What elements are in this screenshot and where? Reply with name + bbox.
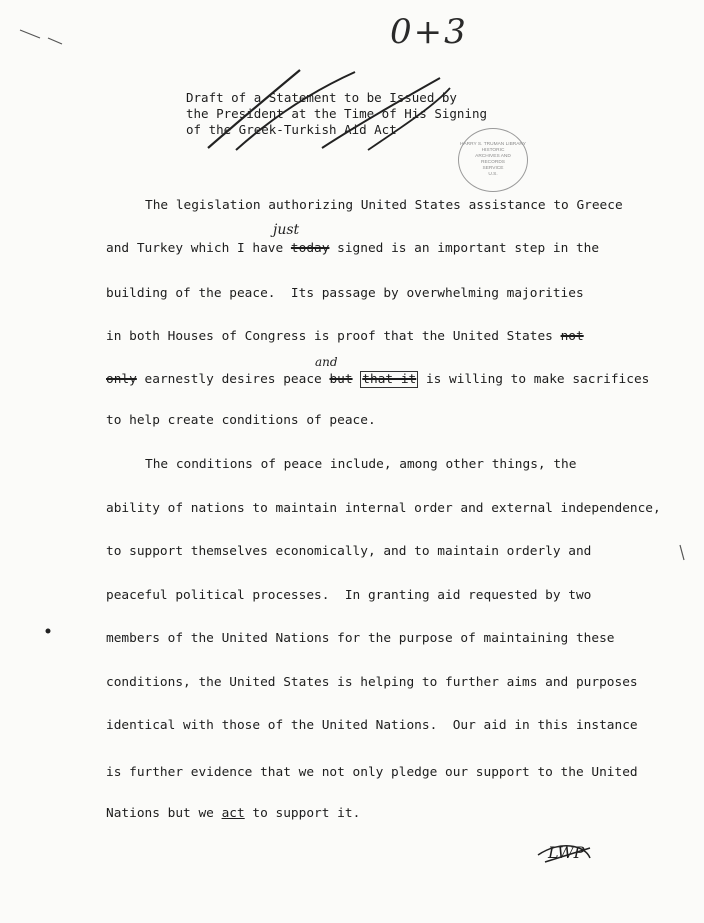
text-segment: in both Houses of Congress is proof that the United States xyxy=(106,329,561,344)
paragraph-2-line-5: members of the United Nations for the purpose of maintaining these xyxy=(106,631,615,646)
text-segment: Nations but we xyxy=(106,806,222,821)
stamp-line-6: U.S. xyxy=(488,172,498,177)
text-segment: earnestly desires peace xyxy=(136,372,330,387)
margin-dot xyxy=(46,629,51,634)
struck-word-today: today xyxy=(290,241,330,256)
heading-line-3: of the Greek-Turkish Aid Act xyxy=(186,122,397,137)
paragraph-1-line-5 xyxy=(106,372,649,387)
paragraph-2-line-1: The conditions of peace include, among other things, the xyxy=(145,457,577,472)
text-segment: signed is an important step in the xyxy=(329,241,600,256)
paragraph-1-line-3: building of the peace. Its passage by overwhelming majorities xyxy=(106,286,584,301)
boxed-struck-phrase: that it xyxy=(362,372,417,387)
document-heading xyxy=(186,90,487,138)
paragraph-2-line-3: to support themselves economically, and to maintain orderly and xyxy=(106,544,592,559)
text-segment: to support it. xyxy=(244,806,361,821)
struck-word-only: only xyxy=(106,372,137,387)
heading-line-2: the President at the Time of His Signing xyxy=(186,106,488,121)
struck-word-but: but xyxy=(329,372,353,387)
stamp-line-2: HISTORIC xyxy=(481,148,505,153)
text-segment: and Turkey which I have xyxy=(106,241,291,256)
paragraph-1-line-2 xyxy=(106,241,599,256)
struck-word-not: not xyxy=(560,329,584,344)
paragraph-2-line-9 xyxy=(106,806,360,821)
heading-line-1: Draft of a Statement to be Issued by xyxy=(186,90,457,105)
handwritten-insert-and: and xyxy=(315,355,338,369)
paragraph-2-line-7: identical with those of the United Nations. Our aid in this instance xyxy=(106,718,638,733)
paragraph-2-line-8: is further evidence that we not only pledge our support to the United xyxy=(106,765,638,780)
paragraph-1-line-4 xyxy=(106,329,584,344)
handwritten-page-number: 0+3 xyxy=(390,12,468,52)
stamp-line-5: SERVICE xyxy=(482,166,504,171)
margin-tick xyxy=(680,545,684,560)
paragraph-2-line-2: ability of nations to maintain internal order and external independence, xyxy=(106,501,661,516)
underlined-word-act: act xyxy=(221,806,245,821)
handwritten-initials: LWP xyxy=(548,843,585,862)
text-segment: is willing to make sacrifices xyxy=(418,372,650,387)
stamp-line-4: RECORDS xyxy=(481,160,505,165)
handwritten-insert-just: just xyxy=(273,222,300,238)
stamp-line-3: ARCHIVES AND xyxy=(475,154,511,159)
archive-stamp xyxy=(458,128,528,192)
corner-mark xyxy=(20,30,62,44)
stamp-line-1: HARRY S. TRUMAN LIBRARY xyxy=(459,142,527,147)
paragraph-2-line-6: conditions, the United States is helping to further aims and purposes xyxy=(106,675,638,690)
paragraph-1-line-1: The legislation authorizing United States assistance to Greece xyxy=(145,198,623,213)
paragraph-1-line-6: to help create conditions of peace. xyxy=(106,413,376,428)
paragraph-2-line-4: peaceful political processes. In granting aid requested by two xyxy=(106,588,592,603)
